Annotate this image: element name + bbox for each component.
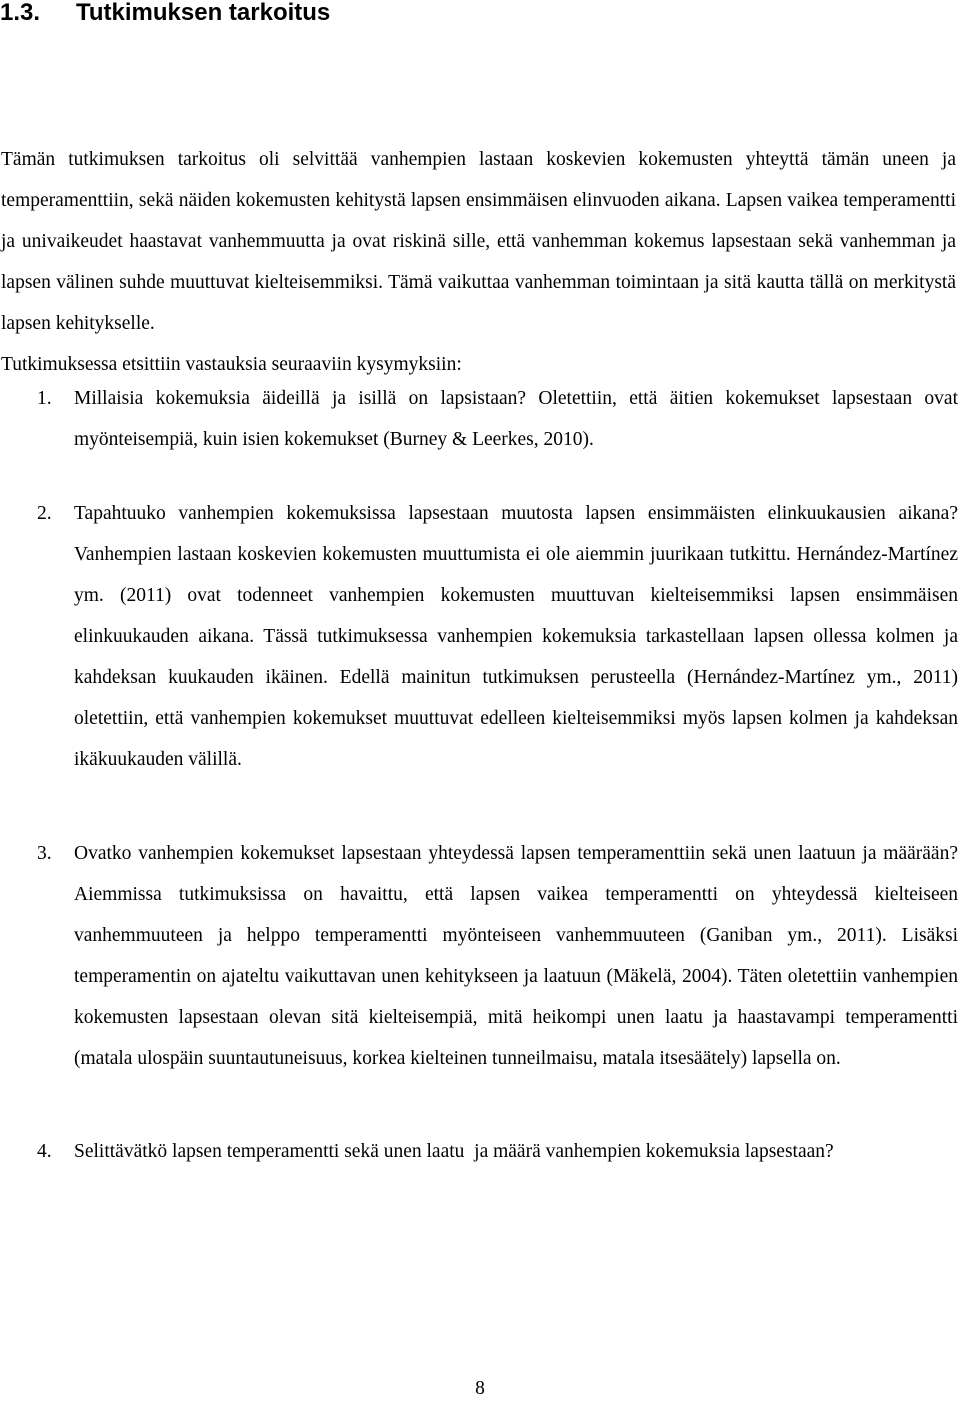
question-number: 2.: [37, 503, 52, 524]
question-number: 3.: [37, 843, 52, 864]
question-text: Selittävätkö lapsen temperamentti sekä unen laatu ja määrä vanhempien kokemuksia lapsestaan?: [74, 1141, 834, 1162]
question-number: 4.: [37, 1141, 52, 1162]
section-heading: [0, 0, 330, 28]
research-question-4: [0, 1131, 958, 1172]
research-question-1: [0, 378, 958, 460]
section-number: 1.3.: [0, 0, 41, 26]
research-question-3: [0, 833, 958, 1079]
question-number: 1.: [37, 388, 52, 409]
question-text: Millaisia kokemuksia äideillä ja isillä on lapsistaan? Oletettiin, että äitien kokemukset lapsestaan ovat myönteisempiä, kuin isien kokemukset (Burney & Leerkes, 2010).: [74, 388, 958, 450]
intro-last-line: Tutkimuksessa etsittiin vastauksia seuraaviin kysymyksiin:: [1, 354, 462, 375]
page-number: 8: [475, 1378, 485, 1399]
question-text: Ovatko vanhempien kokemukset lapsestaan yhteydessä lapsen temperamenttiin sekä unen laatuun ja määrään? Aiemmissa tutkimuksissa on havaittu, että lapsen vaikea temperamentti on yhteydessä kielteiseen vanhemmuuteen ja helppo temperamentti myönteiseen vanhemmuuteen (Ganiban ym., 2011). Lisäksi temperamentin on ajateltu vaikuttavan unen kehitykseen ja laatuun (Mäkelä, 2004). Täten oletettiin vanhempien kokemusten lapsestaan olevan sitä kielteisempiä, mitä heikompi unen laatu ja haastavampi temperamentti (matala ulospäin suuntautuneisuus, korkea kielteinen tunneilmaisu, matala itsesäätely) lapsella on.: [74, 843, 958, 1069]
intro-text: Tämän tutkimuksen tarkoitus oli selvittää vanhempien lastaan koskevien kokemusten yhteyttä tämän uneen ja temperamenttiin, sekä näiden kokemusten kehitystä lapsen ensimmäisen elinvuoden aikana. Lapsen vaikea temperamentti ja univaikeudet haastavat vanhemmuutta ja ovat riskinä sille, että vanhemman kokemus lapsestaan sekä vanhemman ja lapsen välinen suhde muuttuvat kielteisemmiksi. Tämä vaikuttaa vanhemman toimintaan ja sitä kautta tällä on merkitystä lapsen kehitykselle.: [1, 149, 956, 334]
intro-paragraph: [1, 139, 956, 385]
section-title: Tutkimuksen tarkoitus: [76, 0, 331, 26]
question-text: Tapahtuuko vanhempien kokemuksissa lapsestaan muutosta lapsen ensimmäisten elinkuukausien aikana? Vanhempien lastaan koskevien kokemusten muuttumista ei ole aiemmin juurikaan tutkittu. Hernández-Martínez ym. (2011) ovat todenneet vanhempien kokemusten muuttuvan kielteisemmiksi lapsen ensimmäisen elinkuukauden aikana. Tässä tutkimuksessa vanhempien kokemuksia tarkastellaan lapsen ollessa kolmen ja kahdeksan kuukauden ikäinen. Edellä mainitun tutkimuksen perusteella (Hernández-Martínez ym., 2011) oletettiin, että vanhempien kokemukset muuttuvat edelleen kielteisemmiksi myös lapsen kolmen ja kahdeksan ikäkuukauden välillä.: [74, 503, 958, 770]
research-question-2: [0, 493, 958, 780]
